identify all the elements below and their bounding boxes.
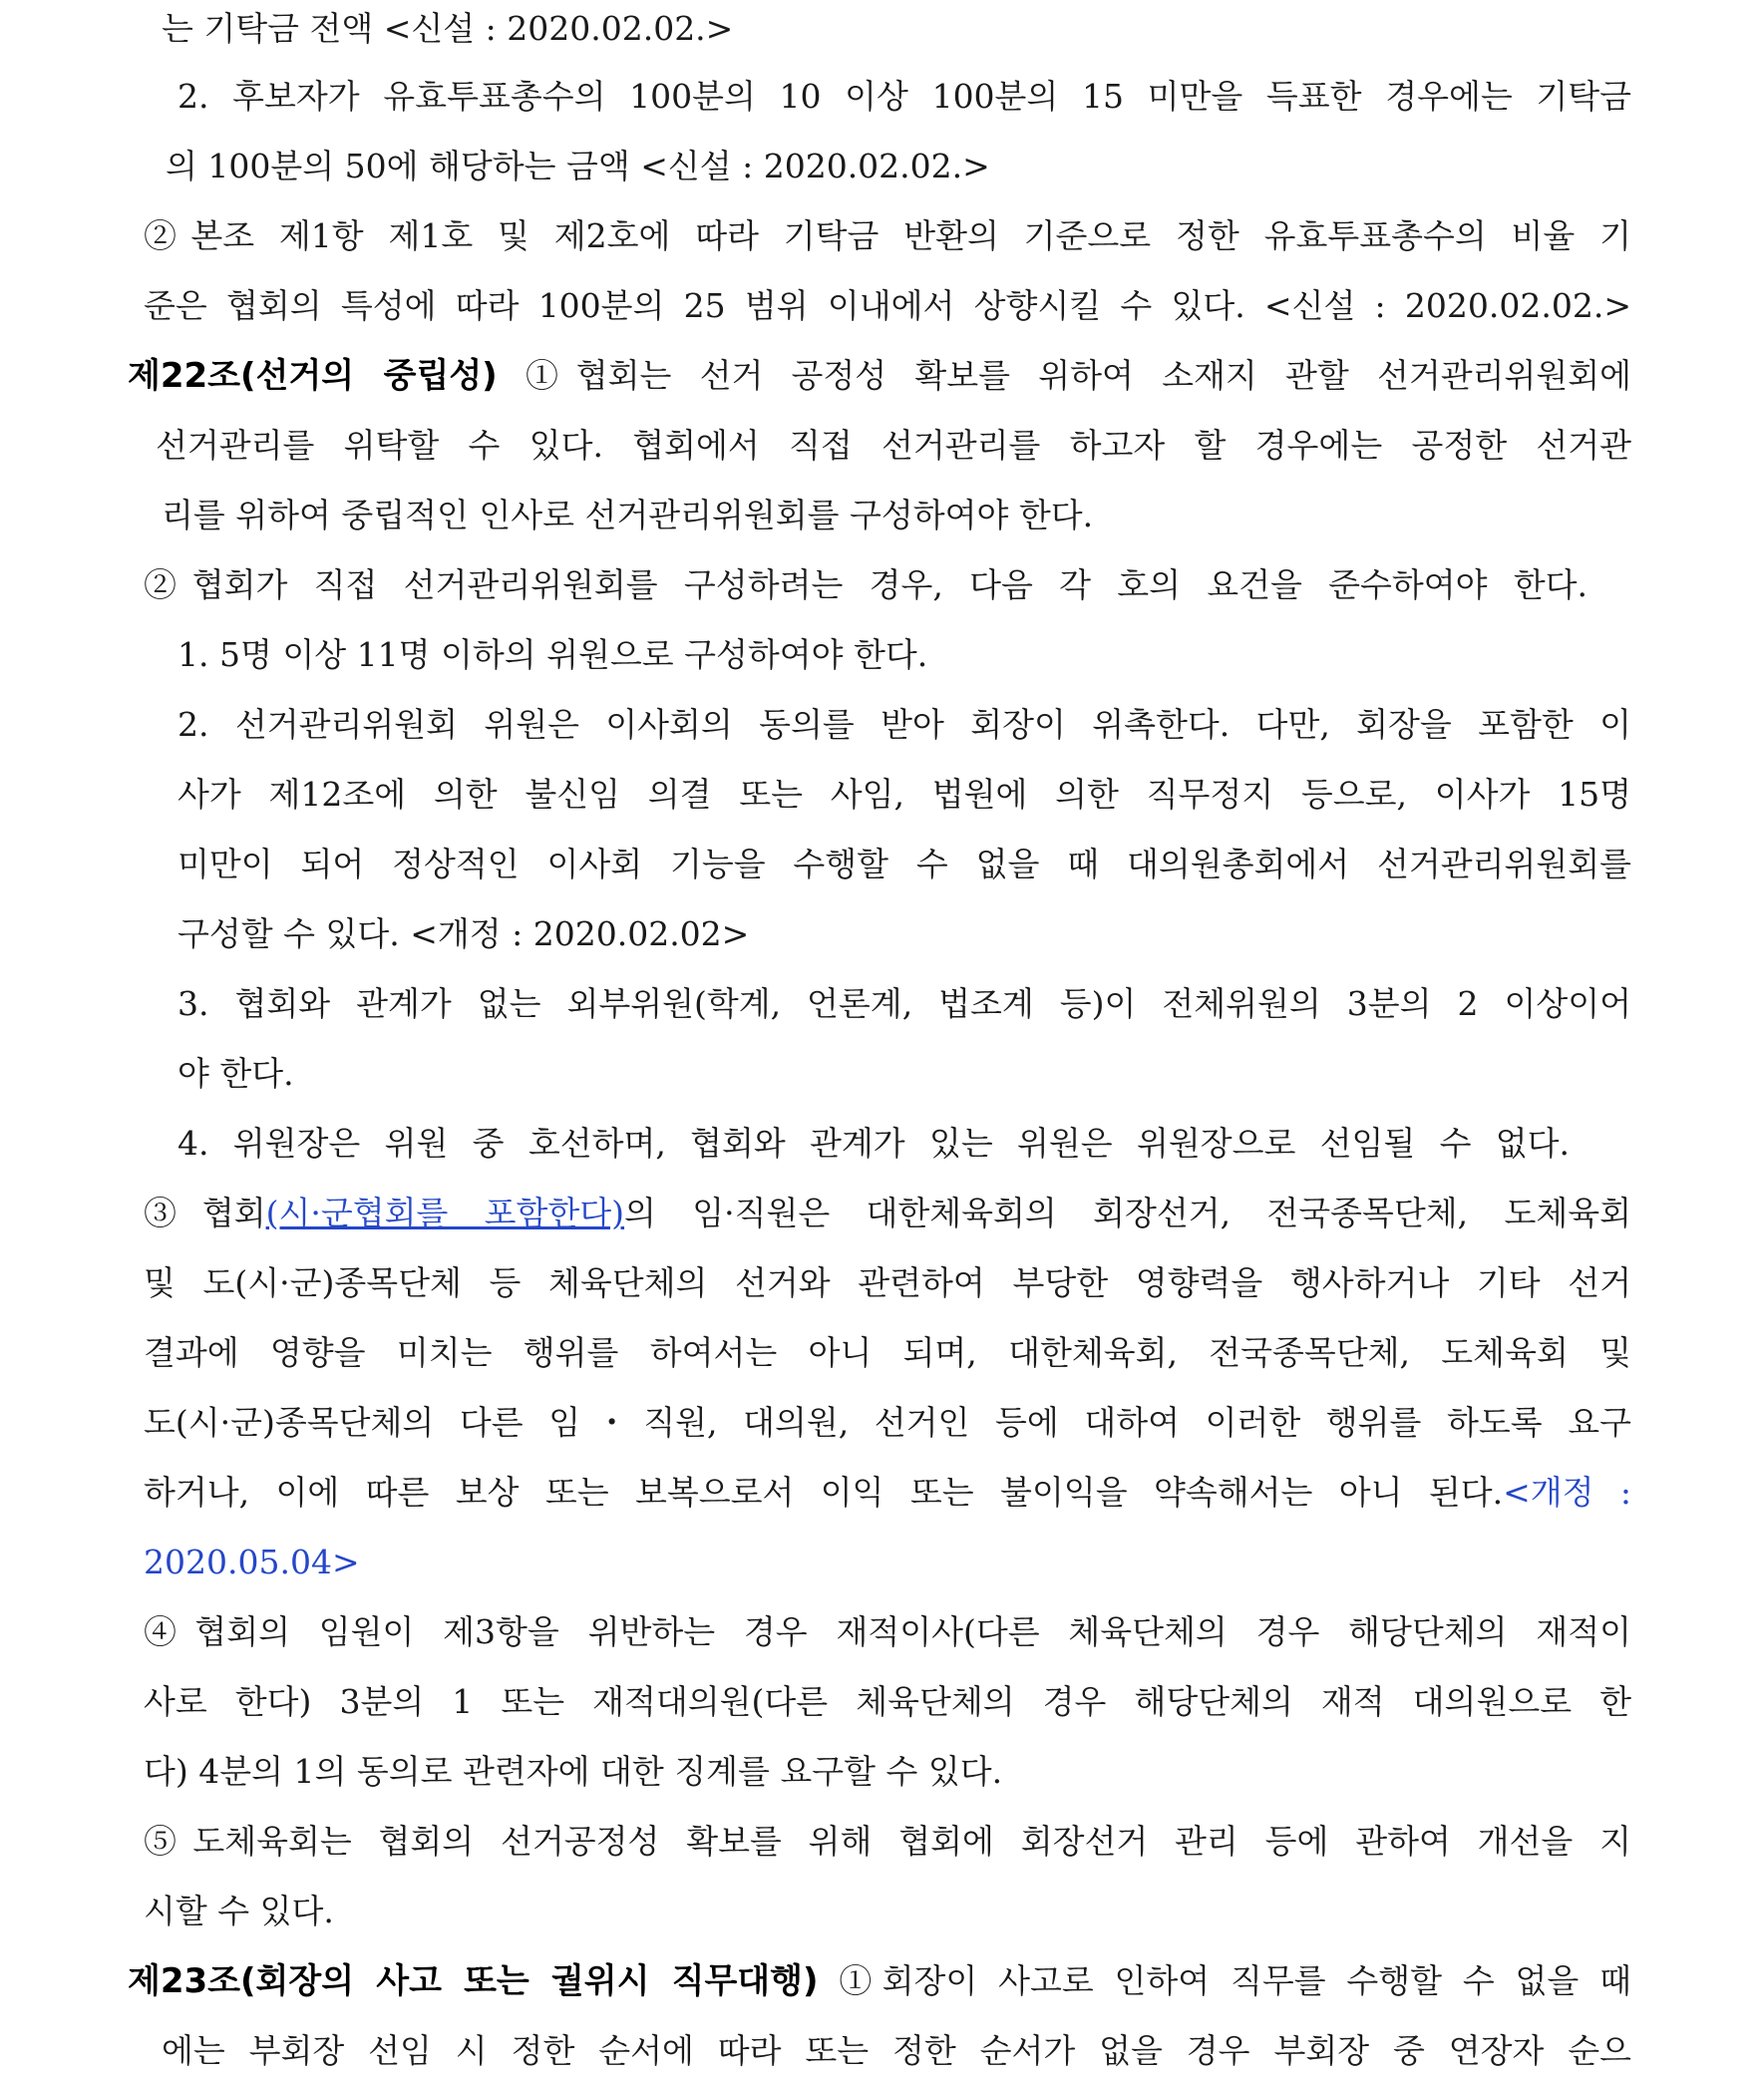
- paragraph-3-first-line: [144, 1189, 1631, 1238]
- text-line: ⑤도체육회는 협회의 선거공정성 확보를 위해 협회에 회장선거 관리 등에 관하여 개선을 지: [144, 1822, 1631, 1861]
- text-line-with-amendment: [144, 1468, 1631, 1518]
- text-line: 에는 부회장 선임 시 정한 순서에 따라 또는 정한 순서가 없을 경우 부회장 중 연장자 순으: [162, 2031, 1631, 2070]
- text-line: 다) 4분의 1의 동의로 관련자에 대한 징계를 요구할 수 있다.: [144, 1752, 1003, 1791]
- text-span: 하거나, 이에 따른 보상 또는 보복으로서 이익 또는 불이익을 약속해서는 아니 된다.: [144, 1473, 1504, 1512]
- text-line: 야 한다.: [177, 1054, 294, 1093]
- text-line: 결과에 영향을 미치는 행위를 하여서는 아니 되며, 대한체육회, 전국종목단체, 도체육회 및: [144, 1333, 1631, 1372]
- text-span: ①협회는 선거 공정성 확보를 위하여 소재지 관할 선거관리위원회에: [497, 356, 1631, 395]
- text-line: 시할 수 있다.: [144, 1892, 334, 1930]
- text-line: 사가 제12조에 의한 불신임 의결 또는 사임, 법원에 의한 직무정지 등으로, 이사가 15명: [177, 775, 1631, 814]
- text-line: 및 도(시·군)종목단체 등 체육단체의 선거와 관련하여 부당한 영향력을 행사하거나 기타 선거: [144, 1263, 1631, 1302]
- text-line: 1. 5명 이상 11명 이하의 위원으로 구성하여야 한다.: [177, 635, 928, 674]
- text-line: 선거관리를 위탁할 수 있다. 협회에서 직접 선거관리를 하고자 할 경우에는 공정한 선거관: [156, 426, 1631, 465]
- text-span: ③협회: [144, 1194, 266, 1232]
- text-line: 4. 위원장은 위원 중 호선하며, 협회와 관계가 있는 위원은 위원장으로 선임될 수 없다.: [177, 1124, 1570, 1163]
- text-line: 미만이 되어 정상적인 이사회 기능을 수행할 수 없을 때 대의원총회에서 선거관리위원회를: [177, 845, 1631, 883]
- amendment-date: 2020.05.04>: [144, 1543, 360, 1581]
- article-22-heading: 제22조(선거의 중립성): [128, 356, 498, 396]
- amendment-note: <개정 :: [1503, 1473, 1631, 1512]
- text-line: ④협회의 임원이 제3항을 위반하는 경우 재적이사(다른 체육단체의 경우 해당단체의 재적이: [144, 1612, 1631, 1651]
- text-line: 2. 선거관리위원회 위원은 이사회의 동의를 받아 회장이 위촉한다. 다만, 회장을 포함한 이: [177, 705, 1631, 744]
- text-line: 2. 후보자가 유효투표총수의 100분의 10 이상 100분의 15 미만을 득표한 경우에는 기탁금: [177, 77, 1631, 116]
- text-line: 3. 협회와 관계가 없는 외부위원(학계, 언론계, 법조계 등)이 전체위원의 3분의 2 이상이어: [177, 984, 1631, 1023]
- text-line: 의 100분의 50에 해당하는 금액 <신설 : 2020.02.02.>: [166, 147, 990, 185]
- article-23-first-line: [128, 1956, 1631, 2006]
- text-span: 의 임·직원은 대한체육회의 회장선거, 전국종목단체, 도체육회: [624, 1194, 1631, 1232]
- text-line: ②본조 제1항 제1호 및 제2호에 따라 기탁금 반환의 기준으로 정한 유효투표총수의 비율 기: [144, 216, 1631, 255]
- text-line: 는 기탁금 전액 <신설 : 2020.02.02.>: [162, 9, 734, 48]
- text-line: 사로 한다) 3분의 1 또는 재적대의원(다른 체육단체의 경우 해당단체의 재적 대의원으로 한: [144, 1682, 1631, 1721]
- text-line: 도(시·군)종목단체의 다른 임・직원, 대의원, 선거인 등에 대하여 이러한 행위를 하도록 요구: [144, 1403, 1631, 1442]
- text-span: ①회장이 사고로 인하여 직무를 수행할 수 없을 때: [818, 1961, 1631, 2000]
- text-line: 리를 위하여 중립적인 인사로 선거관리위원회를 구성하여야 한다.: [162, 496, 1094, 534]
- amendment-link[interactable]: (시·군협회를 포함한다): [265, 1194, 625, 1232]
- text-line: 구성할 수 있다. <개정 : 2020.02.02>: [177, 914, 750, 953]
- article-22-first-line: [128, 351, 1631, 401]
- text-line: ②협회가 직접 선거관리위원회를 구성하려는 경우, 다음 각 호의 요건을 준수하여야 한다.: [144, 565, 1588, 604]
- article-23-heading: 제23조(회장의 사고 또는 궐위시 직무대행): [128, 1961, 819, 2001]
- text-line: 준은 협회의 특성에 따라 100분의 25 범위 이내에서 상향시킬 수 있다. <신설 : 2020.02.02.>: [144, 286, 1631, 325]
